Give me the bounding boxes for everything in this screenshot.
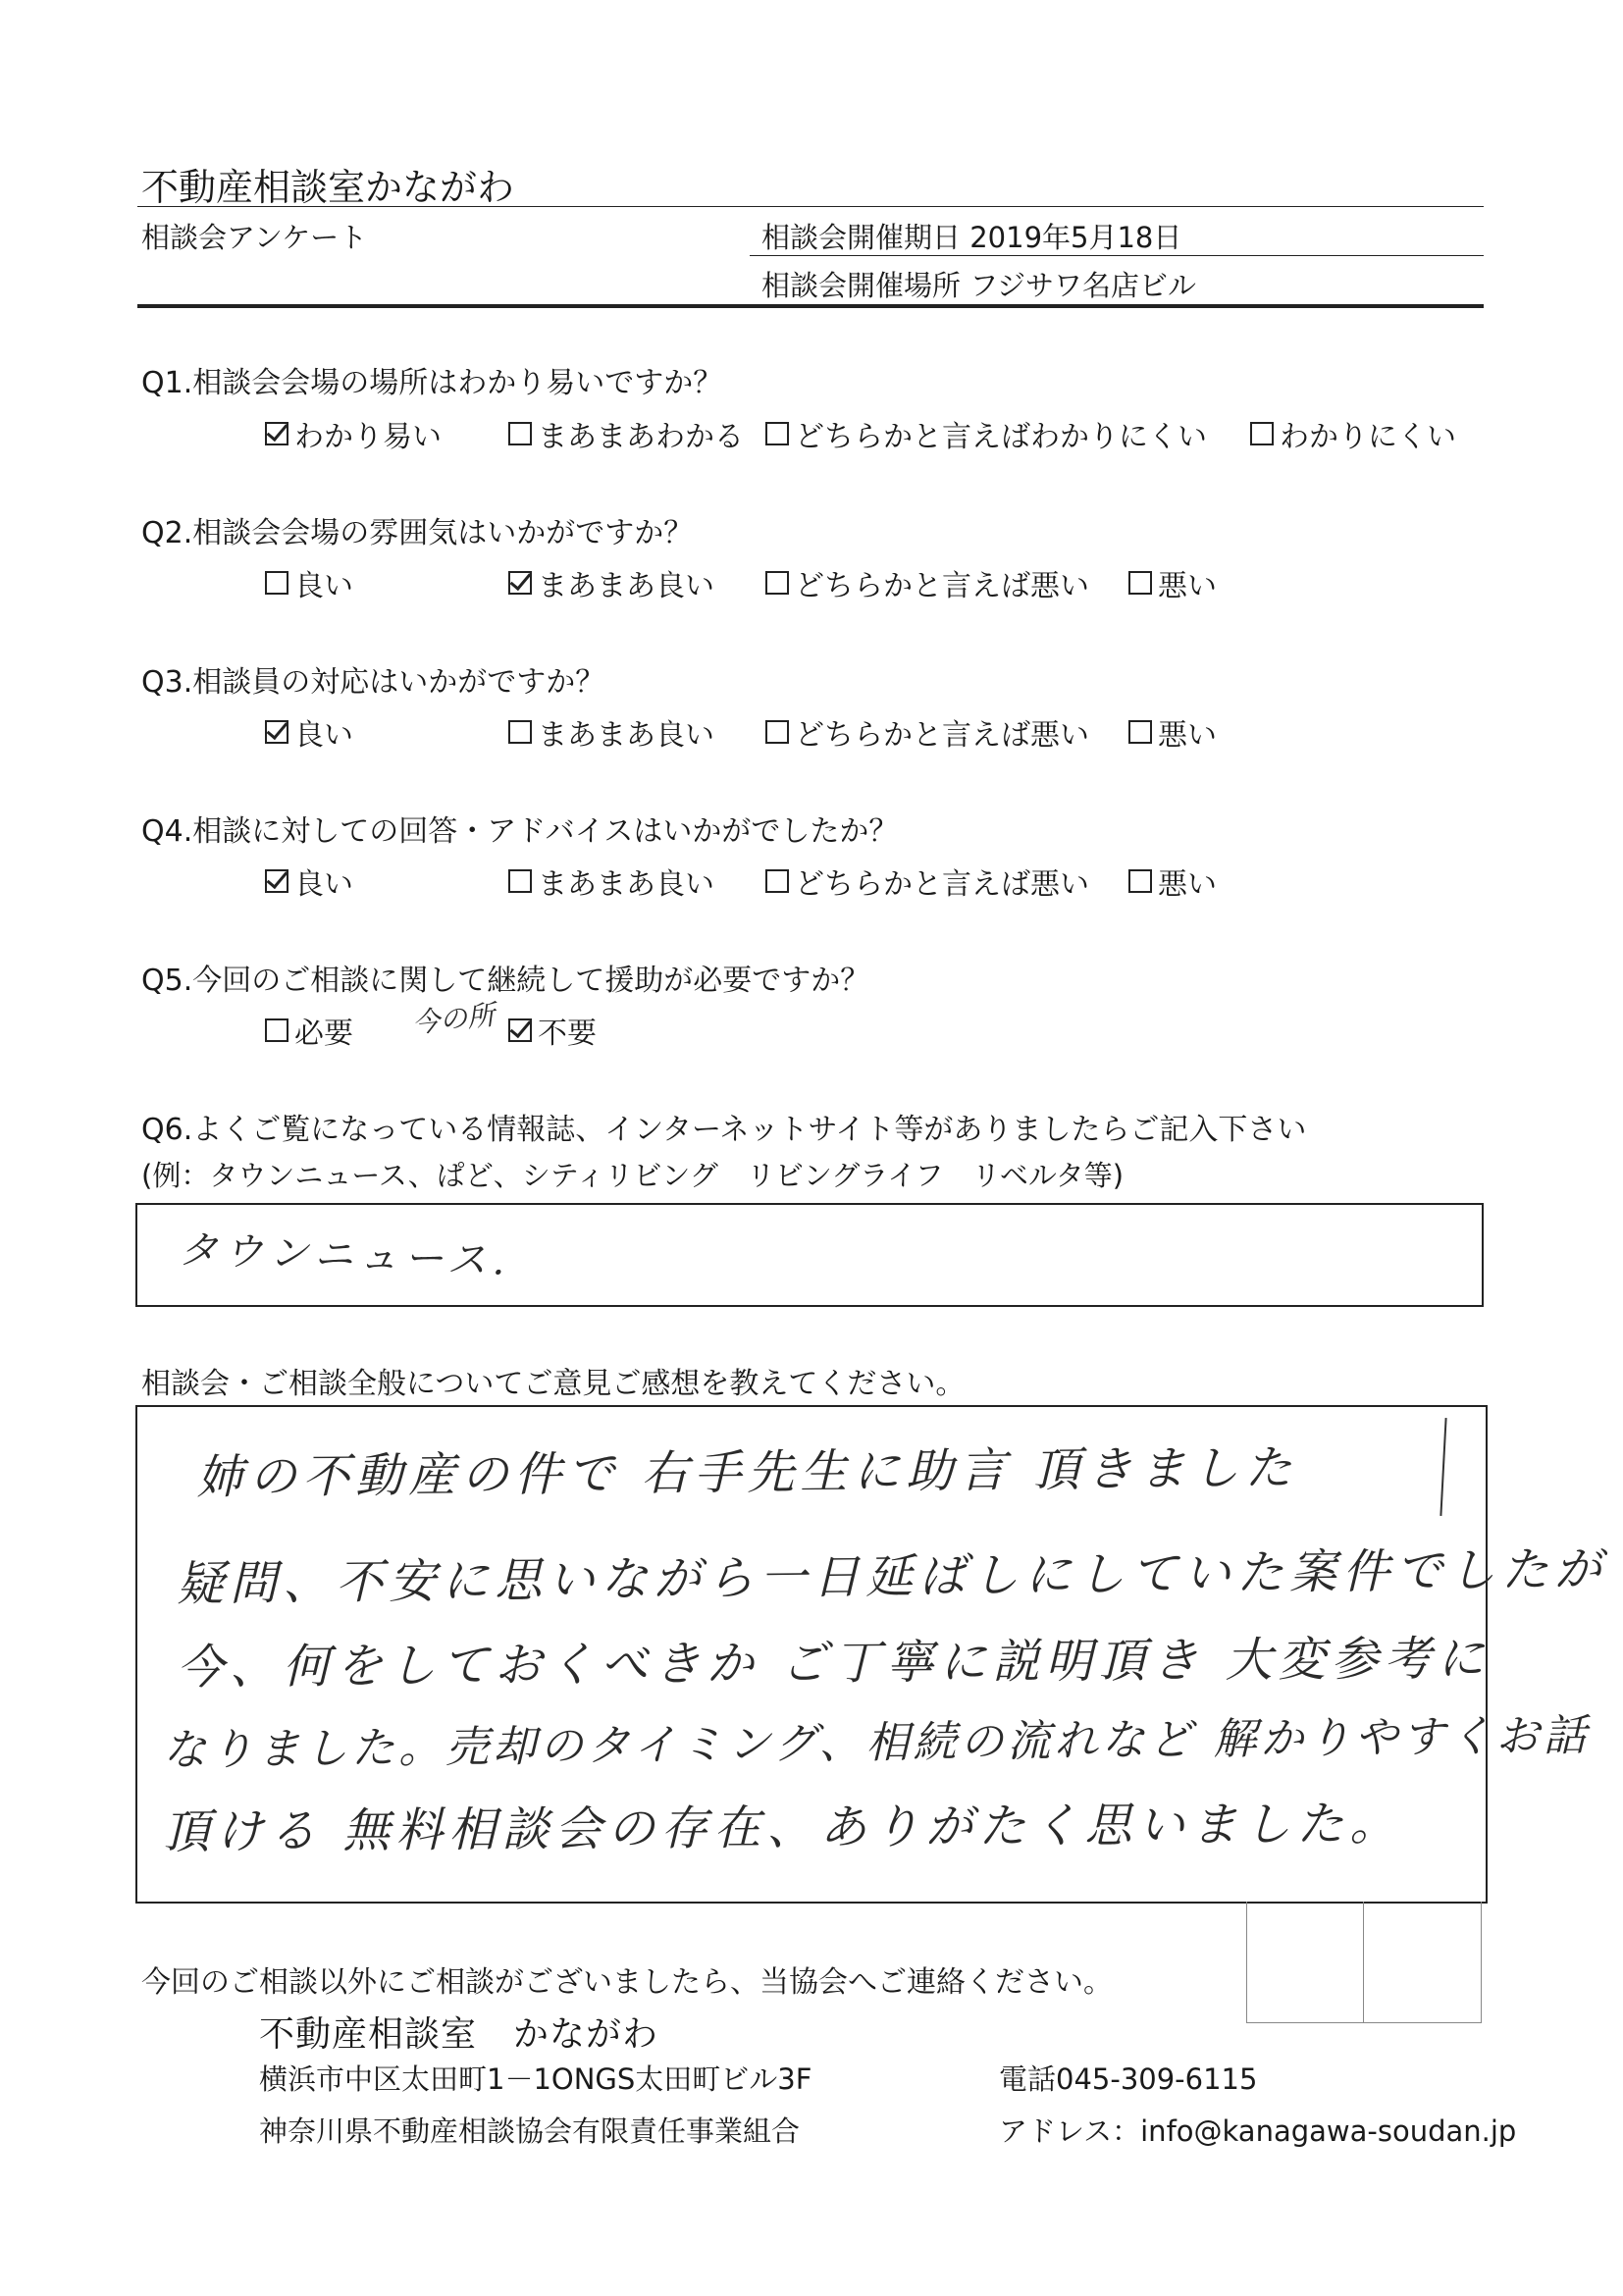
comment-line-5: 頂ける 無料相談会の存在、ありがたく思いました。 bbox=[162, 1796, 1403, 1860]
q1-option-3[interactable] bbox=[765, 412, 1207, 455]
q6-handwritten-answer: タウンニュース. bbox=[178, 1227, 512, 1284]
option-label: どちらかと言えば悪い bbox=[795, 867, 1089, 902]
comment-line-3: 今、何をしておくべきか ご丁寧に説明頂き 大変参考に bbox=[176, 1631, 1491, 1696]
question-2-label: Q2.相談会会場の雰囲気はいかがですか？ bbox=[141, 516, 694, 550]
footer-address: 横浜市中区太田町1－1ONGS太田町ビル3F bbox=[259, 2062, 812, 2096]
comment-line-1: 姉の不動産の件で 右手先生に助言 頂きました bbox=[195, 1440, 1298, 1505]
option-label: まあまあ良い bbox=[538, 718, 714, 753]
checkbox-icon[interactable] bbox=[1128, 720, 1152, 744]
option-label: わかりにくい bbox=[1280, 420, 1456, 454]
comment-line-2: 疑問、不安に思いながら一日延ばしにしていた案件でしたが bbox=[176, 1541, 1608, 1612]
checkbox-checked-icon[interactable] bbox=[265, 422, 288, 445]
question-6-example: (例：タウンニュース、ぱど、シティリビング リビングライフ リベルタ等) bbox=[141, 1159, 1125, 1192]
option-label: 悪い bbox=[1158, 867, 1217, 902]
comments-label: 相談会・ご相談全般についてご意見ご感想を教えてください。 bbox=[141, 1367, 966, 1401]
q1-option-1[interactable] bbox=[265, 412, 442, 455]
footer-org-name: 不動産相談室 かながわ bbox=[259, 2014, 659, 2055]
q2-option-3[interactable] bbox=[765, 561, 1089, 604]
comment-line-4: なりました。売却のタイミング、相続の流れなど 解かりやすくお話 bbox=[162, 1710, 1591, 1776]
option-label: 良い bbox=[294, 718, 353, 753]
checkbox-icon[interactable] bbox=[508, 720, 532, 744]
checkbox-icon[interactable] bbox=[1250, 422, 1274, 445]
q2-option-1[interactable] bbox=[265, 561, 353, 604]
q1-option-4[interactable] bbox=[1250, 412, 1456, 455]
q3-option-1[interactable] bbox=[265, 710, 353, 754]
option-label: まあまあ良い bbox=[538, 867, 714, 902]
question-3-label: Q3.相談員の対応はいかがですか？ bbox=[141, 665, 605, 700]
footer-phone: 電話045-309-6115 bbox=[999, 2062, 1258, 2096]
checkbox-icon[interactable] bbox=[508, 869, 532, 893]
q4-option-4[interactable] bbox=[1128, 860, 1217, 903]
q2-option-2[interactable] bbox=[508, 561, 714, 604]
q5-option-1[interactable] bbox=[265, 1009, 353, 1052]
checkbox-icon[interactable] bbox=[265, 571, 288, 595]
option-label: 悪い bbox=[1158, 718, 1217, 753]
option-label: 不要 bbox=[538, 1017, 597, 1051]
option-label: どちらかと言えばわかりにくい bbox=[795, 420, 1207, 454]
footer-association: 神奈川県不動産相談協会有限責任事業組合 bbox=[259, 2114, 801, 2148]
q3-option-2[interactable] bbox=[508, 710, 714, 754]
checkbox-icon[interactable] bbox=[265, 1018, 288, 1042]
question-5-label: Q5.今回のご相談に関して継続して援助が必要ですか？ bbox=[141, 964, 870, 998]
comments-box[interactable] bbox=[135, 1405, 1608, 1904]
event-place: 相談会開催場所 フジサワ名店ビル bbox=[761, 269, 1197, 302]
option-label: どちらかと言えば悪い bbox=[795, 569, 1089, 603]
option-label: どちらかと言えば悪い bbox=[795, 718, 1089, 753]
q4-option-1[interactable] bbox=[265, 860, 353, 903]
header-mid-rule bbox=[750, 255, 1484, 256]
event-date: 相談会開催期日 2019年5月18日 bbox=[761, 221, 1182, 254]
checkbox-checked-icon[interactable] bbox=[265, 720, 288, 744]
stamp-box bbox=[1246, 1902, 1482, 2023]
q5-handwritten-note: 今の所 bbox=[410, 998, 497, 1040]
checkbox-icon[interactable] bbox=[765, 422, 789, 445]
footer-note: 今回のご相談以外にご相談がございましたら、当協会へご連絡ください。 bbox=[141, 1965, 1113, 2000]
option-label: 良い bbox=[294, 569, 353, 603]
checkbox-icon[interactable] bbox=[765, 571, 789, 595]
footer-email: アドレス：info@kanagawa-soudan.jp bbox=[999, 2114, 1517, 2148]
stamp-divider bbox=[1363, 1902, 1364, 2022]
question-1-label: Q1.相談会会場の場所はわかり易いですか？ bbox=[141, 366, 723, 400]
question-4-label: Q4.相談に対しての回答・アドバイスはいかがでしたか？ bbox=[141, 814, 899, 849]
option-label: まあまあわかる bbox=[538, 420, 744, 454]
checkbox-icon[interactable] bbox=[1128, 571, 1152, 595]
option-label: 必要 bbox=[294, 1017, 353, 1051]
survey-title: 相談会アンケート bbox=[141, 221, 368, 254]
header-bottom-rule bbox=[137, 304, 1484, 308]
q4-option-2[interactable] bbox=[508, 860, 714, 903]
q5-option-2[interactable] bbox=[508, 1009, 597, 1052]
q1-option-2[interactable] bbox=[508, 412, 744, 455]
option-label: わかり易い bbox=[294, 420, 442, 454]
checkbox-icon[interactable] bbox=[765, 720, 789, 744]
checkbox-checked-icon[interactable] bbox=[508, 571, 532, 595]
option-label: 良い bbox=[294, 867, 353, 902]
q2-option-4[interactable] bbox=[1128, 561, 1217, 604]
q3-option-4[interactable] bbox=[1128, 710, 1217, 754]
header-top-rule bbox=[137, 206, 1484, 207]
checkbox-checked-icon[interactable] bbox=[265, 869, 288, 893]
q6-answer-box[interactable] bbox=[135, 1203, 1484, 1307]
option-label: 悪い bbox=[1158, 569, 1217, 603]
checkbox-checked-icon[interactable] bbox=[508, 1018, 532, 1042]
checkbox-icon[interactable] bbox=[1128, 869, 1152, 893]
org-title: 不動産相談室かながわ bbox=[141, 166, 515, 209]
checkbox-icon[interactable] bbox=[508, 422, 532, 445]
q3-option-3[interactable] bbox=[765, 710, 1089, 754]
q4-option-3[interactable] bbox=[765, 860, 1089, 903]
question-6-label: Q6.よくご覧になっている情報誌、インターネットサイト等がありましたらご記入下さい bbox=[141, 1113, 1307, 1147]
option-label: まあまあ良い bbox=[538, 569, 714, 603]
checkbox-icon[interactable] bbox=[765, 869, 789, 893]
